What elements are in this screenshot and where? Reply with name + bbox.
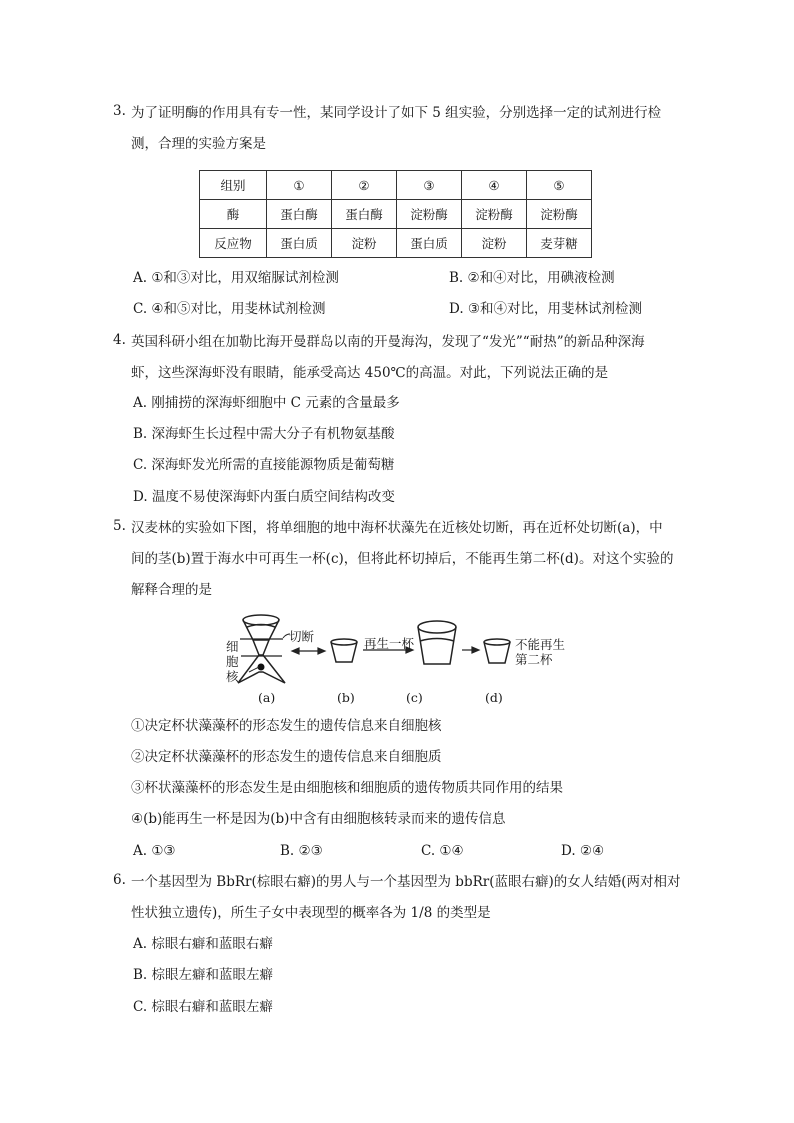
stem-d-icon <box>484 639 510 663</box>
nucleus-label-char: 胞 <box>226 654 239 669</box>
table-cell: 蛋白酶 <box>267 200 332 229</box>
no-regenerate-label: 不能再生 <box>515 637 566 652</box>
question-6-option-a[interactable]: A. 棕眼右癖和蓝眼右癖 <box>133 936 273 952</box>
table-cell: 蛋白质 <box>397 229 462 258</box>
question-4-option-d[interactable]: D. 温度不易使深海虾内蛋白质空间结构改变 <box>133 489 395 505</box>
question-3-option-a[interactable]: A. ①和③对比，用双缩脲试剂检测 <box>133 270 339 286</box>
leader-line <box>249 667 259 672</box>
double-arrow-icon <box>292 648 325 654</box>
question-3-option-b[interactable]: B. ②和④对比，用碘液检测 <box>449 270 615 286</box>
cup-c-icon <box>418 621 456 664</box>
table-cell: 淀粉 <box>462 229 527 258</box>
nucleus-label-char: 核 <box>226 669 239 684</box>
question-5-option-c[interactable]: C. ①④ <box>421 843 464 859</box>
question-5-option-d[interactable]: D. ②④ <box>561 843 605 859</box>
table-cell: 麦芽糖 <box>527 229 592 258</box>
figure-caption-b: (b) <box>337 690 355 705</box>
question-5-option-a[interactable]: A. ①③ <box>133 843 176 859</box>
table-cell: 反应物 <box>200 229 267 258</box>
question-5-stem-line-1: 汉麦林的实验如下图，将单细胞的地中海杯状藻先在近核处切断，再在近杯处切断(a)，中 <box>131 520 663 536</box>
question-3-stem-line-2: 测，合理的实验方案是 <box>131 136 266 152</box>
table-cell: 淀粉 <box>332 229 397 258</box>
table-cell: 蛋白质 <box>267 229 332 258</box>
table-cell: 淀粉酶 <box>462 200 527 229</box>
question-4-option-a[interactable]: A. 刚捕捞的深海虾细胞中 C 元素的含量最多 <box>133 395 400 411</box>
table-cell: ① <box>267 171 332 200</box>
question-3-stem-line-1: 为了证明酶的作用具有专一性，某同学设计了如下 5 组实验，分别选择一定的试剂进行检 <box>131 105 662 121</box>
question-6-stem-line-2: 性状独立遗传)，所生子女中表现型的概率各为 1/8 的类型是 <box>131 905 491 921</box>
table-cell: ⑤ <box>527 171 592 200</box>
question-3-option-d[interactable]: D. ③和④对比，用斐林试剂检测 <box>449 301 643 317</box>
question-5-statement-2: ②决定杯状藻藻杯的形态发生的遗传信息来自细胞质 <box>131 749 442 765</box>
question-4-option-b[interactable]: B. 深海虾生长过程中需大分子有机物氨基酸 <box>133 426 395 442</box>
question-3-option-c[interactable]: C. ④和⑤对比，用斐林试剂检测 <box>133 301 326 317</box>
no-regenerate-arrow-icon <box>462 647 479 653</box>
question-4-option-c[interactable]: C. 深海虾发光所需的直接能源物质是葡萄糖 <box>133 457 395 473</box>
figure-caption-c: (c) <box>406 690 423 705</box>
stem-b-icon <box>331 639 357 662</box>
question-5-stem-line-3: 解释合理的是 <box>131 582 212 598</box>
question-5-statement-4: ④(b)能再生一杯是因为(b)中含有由细胞核转录而来的遗传信息 <box>131 811 506 827</box>
table-cell: ② <box>332 171 397 200</box>
table-cell: 蛋白酶 <box>332 200 397 229</box>
question-6-option-c[interactable]: C. 棕眼右癖和蓝眼左癖 <box>133 999 273 1015</box>
table-cell: 淀粉酶 <box>527 200 592 229</box>
no-regenerate-label: 第二杯 <box>515 652 553 667</box>
table-cell: 酶 <box>200 200 267 229</box>
question-5-option-b[interactable]: B. ②③ <box>280 843 323 859</box>
table-cell: ④ <box>462 171 527 200</box>
question-5-stem-line-2: 间的茎(b)置于海水中可再生一杯(c)，但将此杯切掉后，不能再生第二杯(d)。对这个实验的 <box>131 551 674 567</box>
cup-a-icon <box>238 615 285 683</box>
question-5-statement-1: ①决定杯状藻藻杯的形态发生的遗传信息来自细胞核 <box>131 718 442 734</box>
question-6-stem-line-1: 一个基因型为 BbRr(棕眼右癖)的男人与一个基因型为 bbRr(蓝眼右癖)的女人结婚(两对相对 <box>131 874 681 890</box>
question-6-number: 6. <box>113 872 126 888</box>
question-3-number: 3. <box>113 103 126 119</box>
question-4-stem-line-1: 英国科研小组在加勒比海开曼群岛以南的开曼海沟，发现了“发光”“耐热”的新品种深海 <box>131 334 645 350</box>
figure-caption-a: (a) <box>258 690 276 705</box>
regenerate-label: 再生一杯 <box>364 636 415 651</box>
nucleus-label-char: 细 <box>226 639 239 654</box>
question-6-option-b[interactable]: B. 棕眼左癖和蓝眼左癖 <box>133 967 274 983</box>
question-4-stem-line-2: 虾，这些深海虾没有眼睛，能承受高达 450℃的高温。对此，下列说法正确的是 <box>131 365 609 381</box>
table-cell: 组别 <box>200 171 267 200</box>
question-4-number: 4. <box>113 332 126 348</box>
cut-label: 切断 <box>289 629 315 644</box>
question-5-statement-3: ③杯状藻藻杯的形态发生是由细胞核和细胞质的遗传物质共同作用的结果 <box>131 780 563 796</box>
table-cell: 淀粉酶 <box>397 200 462 229</box>
question-5-number: 5. <box>113 518 126 534</box>
table-cell: ③ <box>397 171 462 200</box>
figure-caption-d: (d) <box>485 690 503 705</box>
